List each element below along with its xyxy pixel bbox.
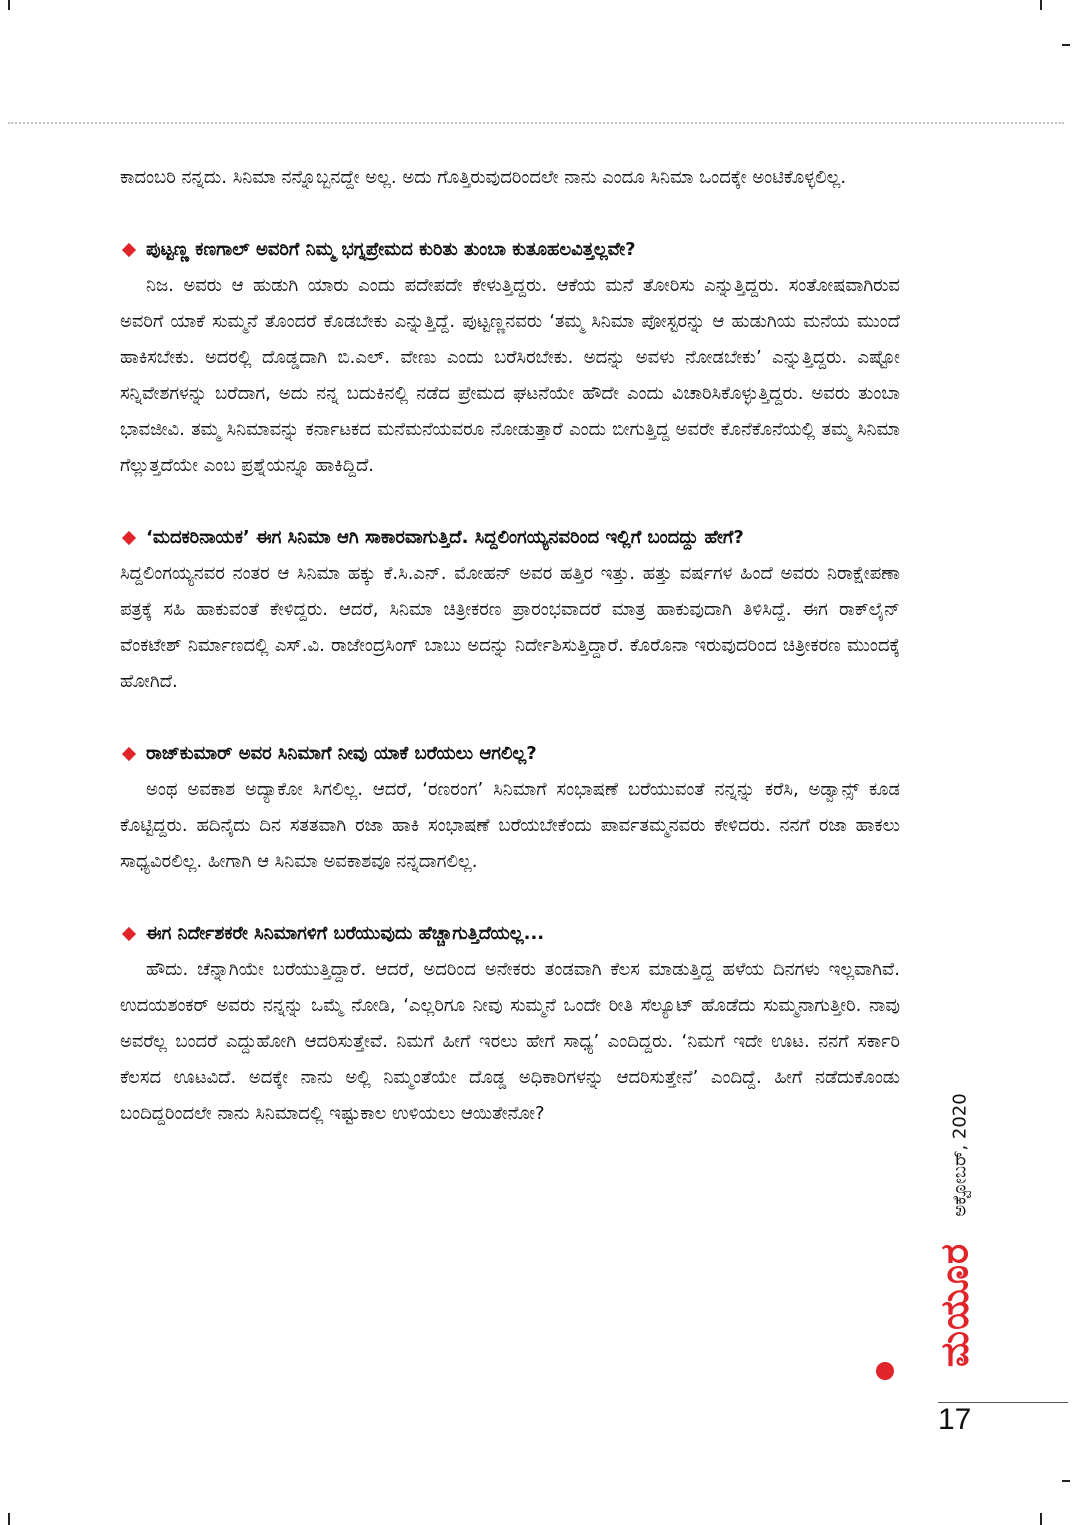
answer-paragraph: ಹೌದು. ಚೆನ್ನಾಗಿಯೇ ಬರೆಯುತ್ತಿದ್ದಾರೆ. ಆದರೆ, ಅದರಿಂದ ಅನೇಕರು ತಂಡವಾಗಿ ಕೆಲಸ ಮಾಡುತ್ತಿದ್ದ ಹಳೆಯ ದಿನಗಳು ಇಲ್ಲವಾಗಿವೆ. ಉದಯಶಂಕರ್ ಅವರು ನನ್ನನ್ನು ಒಮ್ಮೆ ನೋಡಿ, ‘ಎಲ್ಲರಿಗೂ ನೀವು ಸುಮ್ಮನೆ ಒಂದೇ ರೀತಿ ಸೆಲ್ಯೂಟ್ ಹೊಡೆದು ಸುಮ್ಮನಾಗುತ್ತೀರಿ. ನಾವು ಅವರೆಲ್ಲ ಬಂದರೆ ಎದ್ದುಹೋಗಿ ಆದರಿಸುತ್ತೇವೆ. ನಿಮಗೆ ಹೀಗೆ ಇರಲು ಹೇಗೆ ಸಾಧ್ಯ’ ಎಂದಿದ್ದರು. ‘ನಿಮಗೆ ಇದೇ ಊಟ. ನನಗೆ ಸರ್ಕಾರಿ ಕೆಲಸದ ಊಟವಿದೆ. ಅದಕ್ಕೇ ನಾನು ಅಲ್ಲಿ ನಿಮ್ಮಂತೆಯೇ ದೊಡ್ಡ ಅಧಿಕಾರಿಗಳನ್ನು ಆದರಿಸುತ್ತೇನೆ’ ಎಂದಿದ್ದೆ. ಹೀಗೆ ನಡೆದುಕೊಂಡು ಬಂದಿದ್ದರಿಂದಲೇ ನಾನು ಸಿನಿಮಾದಲ್ಲಿ ಇಷ್ಟುಕಾಲ ಉಳಿಯಲು ಆಯಿತೇನೋ? <box>120 959 900 1124</box>
qa-block <box>120 916 900 1132</box>
crop-mark-right-upper <box>1062 44 1070 46</box>
end-mark-dot <box>876 1362 894 1380</box>
question <box>120 736 900 772</box>
page-number: 17 <box>938 1403 972 1436</box>
diamond-bullet-icon <box>122 927 136 941</box>
crop-mark-bottom-left <box>8 1513 10 1525</box>
header-dotted-divider <box>8 122 1064 124</box>
question-text: ಪುಟ್ಟಣ್ಣ ಕಣಗಾಲ್ ಅವರಿಗೆ ನಿಮ್ಮ ಭಗ್ನಪ್ರೇಮದ ಕುರಿತು ತುಂಬಾ ಕುತೂಹಲವಿತ್ತಲ್ಲವೇ? <box>146 239 636 260</box>
crop-mark-top-right <box>1040 0 1042 10</box>
qa-block <box>120 232 900 484</box>
answer-paragraph: ಅಂಥ ಅವಕಾಶ ಅದ್ಯಾಕೋ ಸಿಗಲಿಲ್ಲ. ಆದರೆ, ‘ರಣರಂಗ’ ಸಿನಿಮಾಗೆ ಸಂಭಾಷಣೆ ಬರೆಯುವಂತೆ ನನ್ನನ್ನು ಕರೆಸಿ, ಅಡ್ವಾನ್ಸ್ ಕೂಡ ಕೊಟ್ಟಿದ್ದರು. ಹದಿನೈದು ದಿನ ಸತತವಾಗಿ ರಜಾ ಹಾಕಿ ಸಂಭಾಷಣೆ ಬರೆಯಬೇಕೆಂದು ಪಾರ್ವತಮ್ಮನವರು ಕೇಳಿದರು. ನನಗೆ ರಜಾ ಹಾಕಲು ಸಾಧ್ಯವಿರಲಿಲ್ಲ. ಹೀಗಾಗಿ ಆ ಸಿನಿಮಾ ಅವಕಾಶವೂ ನನ್ನದಾಗಲಿಲ್ಲ. <box>120 779 900 872</box>
question-text: ರಾಜ್‌ಕುಮಾರ್ ಅವರ ಸಿನಿಮಾಗೆ ನೀವು ಯಾಕೆ ಬರೆಯಲು ಆಗಲಿಲ್ಲ? <box>146 743 537 764</box>
question-text: ಈಗ ನಿರ್ದೇಶಕರೇ ಸಿನಿಮಾಗಳಿಗೆ ಬರೆಯುವುದು ಹೆಚ್ಚಾಗುತ್ತಿದೆಯಲ್ಲ... <box>146 923 545 944</box>
crop-mark-right-lower <box>1062 1480 1070 1482</box>
answer-paragraph: ನಿಜ. ಅವರು ಆ ಹುಡುಗಿ ಯಾರು ಎಂದು ಪದೇಪದೇ ಕೇಳುತ್ತಿದ್ದರು. ಆಕೆಯ ಮನೆ ತೋರಿಸು ಎನ್ನುತ್ತಿದ್ದರು. ಸಂತೋಷವಾಗಿರುವ ಅವರಿಗೆ ಯಾಕೆ ಸುಮ್ಮನೆ ತೊಂದರೆ ಕೊಡಬೇಕು ಎನ್ನುತ್ತಿದ್ದೆ. ಪುಟ್ಟಣ್ಣನವರು ‘ತಮ್ಮ ಸಿನಿಮಾ ಪೋಸ್ಟರನ್ನು ಆ ಹುಡುಗಿಯ ಮನೆಯ ಮುಂದೆ ಹಾಕಿಸಬೇಕು. ಅದರಲ್ಲಿ ದೊಡ್ಡದಾಗಿ ಬಿ.ಎಲ್. ವೇಣು ಎಂದು ಬರೆಸಿರಬೇಕು. ಅದನ್ನು ಅವಳು ನೋಡಬೇಕು’ ಎನ್ನುತ್ತಿದ್ದರು. ಎಷ್ಟೋ ಸನ್ನಿವೇಶಗಳನ್ನು ಬರೆದಾಗ, ಅದು ನನ್ನ ಬದುಕಿನಲ್ಲಿ ನಡೆದ ಪ್ರೇಮದ ಘಟನೆಯೇ ಹೌದೇ ಎಂದು ವಿಚಾರಿಸಿಕೊಳ್ಳುತ್ತಿದ್ದರು. ಅವರು ತುಂಬಾ ಭಾವಜೀವಿ. ತಮ್ಮ ಸಿನಿಮಾವನ್ನು ಕರ್ನಾಟಕದ ಮನೆಮನೆಯವರೂ ನೋಡುತ್ತಾರೆ ಎಂದು ಬೀಗುತ್ತಿದ್ದ ಅವರೇ ಕೊನೆಕೊನೆಯಲ್ಲಿ ತಮ್ಮ ಸಿನಿಮಾ ಗೆಲ್ಲುತ್ತದೆಯೇ ಎಂಬ ಪ್ರಶ್ನೆಯನ್ನೂ ಹಾಕಿದ್ದಿದೆ. <box>120 275 900 476</box>
question-text: ‘ಮದಕರಿನಾಯಕ’ ಈಗ ಸಿನಿಮಾ ಆಗಿ ಸಾಕಾರವಾಗುತ್ತಿದೆ. ಸಿದ್ದಲಿಂಗಯ್ಯನವರಿಂದ ಇಲ್ಲಿಗೆ ಬಂದದ್ದು ಹೇಗೆ? <box>146 527 744 548</box>
intro-paragraph: ಕಾದಂಬರಿ ನನ್ನದು. ಸಿನಿಮಾ ನನ್ನೊಬ್ಬನದ್ದೇ ಅಲ್ಲ. ಅದು ಗೊತ್ತಿರುವುದರಿಂದಲೇ ನಾನು ಎಂದೂ ಸಿನಿಮಾ ಒಂದಕ್ಕೇ ಅಂಟಿಕೊಳ್ಳಲಿಲ್ಲ. <box>120 167 847 188</box>
answer-paragraph: ಸಿದ್ದಲಿಂಗಯ್ಯನವರ ನಂತರ ಆ ಸಿನಿಮಾ ಹಕ್ಕು ಕೆ.ಸಿ.ಎನ್. ಮೋಹನ್ ಅವರ ಹತ್ತಿರ ಇತ್ತು. ಹತ್ತು ವರ್ಷಗಳ ಹಿಂದೆ ಅವರು ನಿರಾಕ್ಷೇಪಣಾ ಪತ್ರಕ್ಕೆ ಸಹಿ ಹಾಕುವಂತೆ ಕೇಳಿದ್ದರು. ಆದರೆ, ಸಿನಿಮಾ ಚಿತ್ರೀಕರಣ ಪ್ರಾರಂಭವಾದರೆ ಮಾತ್ರ ಹಾಕುವುದಾಗಿ ತಿಳಿಸಿದ್ದೆ. ಈಗ ರಾಕ್‌ಲೈನ್ ವೆಂಕಟೇಶ್ ನಿರ್ಮಾಣದಲ್ಲಿ ಎಸ್.ವಿ. ರಾಜೇಂದ್ರಸಿಂಗ್ ಬಾಬು ಅದನ್ನು ನಿರ್ದೇಶಿಸುತ್ತಿದ್ದಾರೆ. ಕೊರೊನಾ ಇರುವುದರಿಂದ ಚಿತ್ರೀಕರಣ ಮುಂದಕ್ಕೆ ಹೋಗಿದೆ. <box>120 563 900 692</box>
question <box>120 232 900 268</box>
diamond-bullet-icon <box>122 243 136 257</box>
crop-mark-bottom-right <box>1040 1513 1042 1525</box>
crop-mark-top-left <box>8 0 10 10</box>
question <box>120 520 900 556</box>
issue-date: ಅಕ್ಟೋಬರ್, 2020 <box>949 1093 971 1217</box>
question <box>120 916 900 952</box>
article-body <box>120 160 900 1168</box>
qa-block <box>120 520 900 700</box>
qa-block <box>120 736 900 880</box>
intro-block <box>120 160 900 196</box>
diamond-bullet-icon <box>122 531 136 545</box>
magazine-logo: ಮಯೂರ <box>932 1242 977 1368</box>
diamond-bullet-icon <box>122 747 136 761</box>
